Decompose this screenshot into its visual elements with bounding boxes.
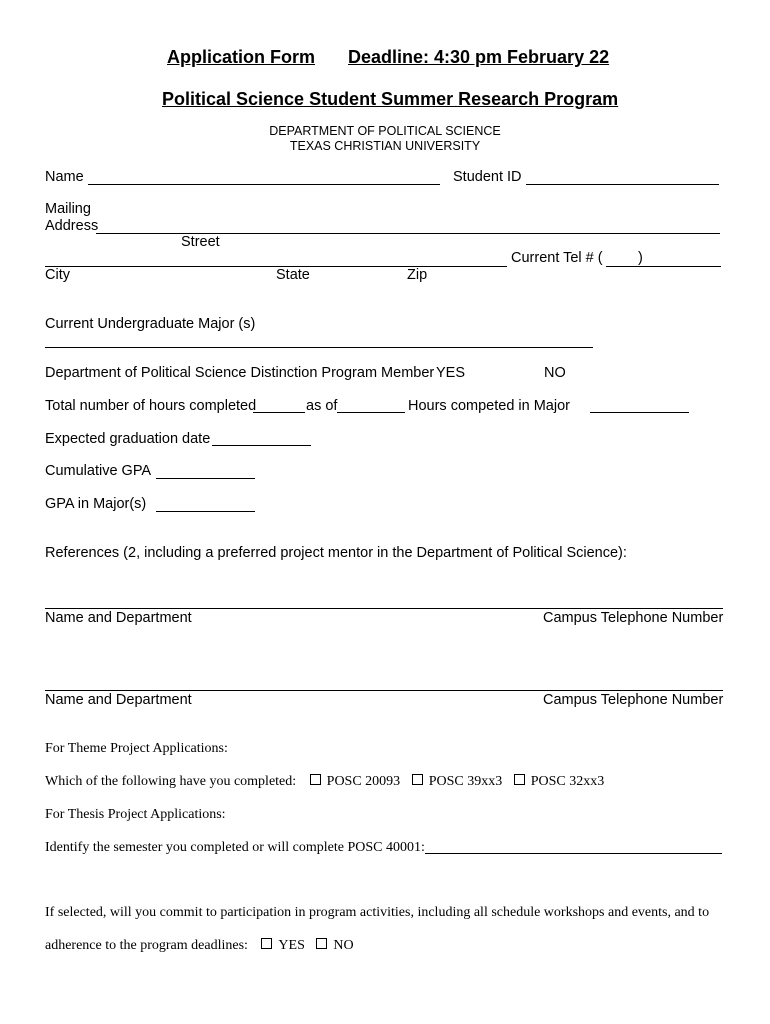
address-label: Address xyxy=(45,218,99,234)
city-label: City xyxy=(45,267,70,283)
street-label: Street xyxy=(181,234,220,250)
theme-heading: For Theme Project Applications: xyxy=(45,741,228,756)
major-gpa-field[interactable] xyxy=(156,511,255,512)
name-label: Name xyxy=(45,169,84,185)
commitment-yes-checkbox[interactable] xyxy=(261,938,272,949)
hours-major-label: Hours competed in Major xyxy=(408,398,570,414)
as-of-field[interactable] xyxy=(337,412,405,413)
university-name: TEXAS CHRISTIAN UNIVERSITY xyxy=(289,139,481,153)
commitment-no-checkbox[interactable] xyxy=(316,938,327,949)
graduation-label: Expected graduation date xyxy=(45,431,211,447)
commitment-no-label: NO xyxy=(333,938,354,953)
current-tel-label: Current Tel # ( xyxy=(511,250,603,266)
major-label: Current Undergraduate Major (s) xyxy=(45,316,256,332)
current-tel-field[interactable] xyxy=(606,266,721,267)
tel-close-paren: ) xyxy=(638,250,643,266)
zip-label: Zip xyxy=(407,267,428,283)
course-1-label: POSC 20093 xyxy=(326,774,401,789)
semester-field[interactable] xyxy=(425,853,722,854)
reference-2-phone-label: Campus Telephone Number xyxy=(543,692,724,708)
mailing-label: Mailing xyxy=(45,201,91,217)
distinction-label: Department of Political Science Distinction Program Member xyxy=(45,365,435,381)
state-label: State xyxy=(276,267,310,283)
semester-question: Identify the semester you completed or will complete POSC 40001: xyxy=(45,840,425,855)
course-1-checkbox[interactable] xyxy=(310,774,321,785)
reference-1-field[interactable] xyxy=(45,608,723,609)
hours-major-field[interactable] xyxy=(590,412,689,413)
courses-completed-row xyxy=(45,774,604,790)
graduation-field[interactable] xyxy=(212,445,311,446)
course-2-label: POSC 39xx3 xyxy=(428,774,503,789)
commitment-line-2: adherence to the program deadlines: xyxy=(45,938,248,953)
reference-1-name-label: Name and Department xyxy=(45,610,192,626)
course-3-checkbox[interactable] xyxy=(514,774,525,785)
commitment-row xyxy=(45,938,354,954)
program-title: Political Science Student Summer Research Program xyxy=(162,89,619,109)
reference-1-phone-label: Campus Telephone Number xyxy=(543,610,724,626)
major-gpa-label: GPA in Major(s) xyxy=(45,496,147,512)
references-intro: References (2, including a preferred project mentor in the Department of Political Science): xyxy=(45,545,627,561)
student-id-label: Student ID xyxy=(453,169,522,185)
course-2-checkbox[interactable] xyxy=(412,774,423,785)
commitment-line-1: If selected, will you commit to participation in program activities, including all schedule workshops and events, and to xyxy=(45,905,710,920)
thesis-heading: For Thesis Project Applications: xyxy=(45,807,226,822)
deadline: Deadline: 4:30 pm February 22 xyxy=(348,47,610,67)
course-3-label: POSC 32xx3 xyxy=(530,774,605,789)
cumulative-gpa-field[interactable] xyxy=(156,478,255,479)
as-of-label: as of xyxy=(306,398,338,414)
hours-field[interactable] xyxy=(253,412,305,413)
form-title: Application Form xyxy=(167,47,315,67)
name-field[interactable] xyxy=(88,184,440,185)
major-field[interactable] xyxy=(45,347,593,348)
reference-2-name-label: Name and Department xyxy=(45,692,192,708)
department-name: DEPARTMENT OF POLITICAL SCIENCE xyxy=(269,124,501,138)
distinction-yes[interactable]: YES xyxy=(436,365,466,381)
hours-label: Total number of hours completed xyxy=(45,398,257,414)
commitment-yes-label: YES xyxy=(278,938,305,953)
student-id-field[interactable] xyxy=(526,184,719,185)
reference-2-field[interactable] xyxy=(45,690,723,691)
courses-question: Which of the following have you completed: xyxy=(45,774,297,789)
cumulative-gpa-label: Cumulative GPA xyxy=(45,463,152,479)
distinction-no[interactable]: NO xyxy=(544,365,566,381)
